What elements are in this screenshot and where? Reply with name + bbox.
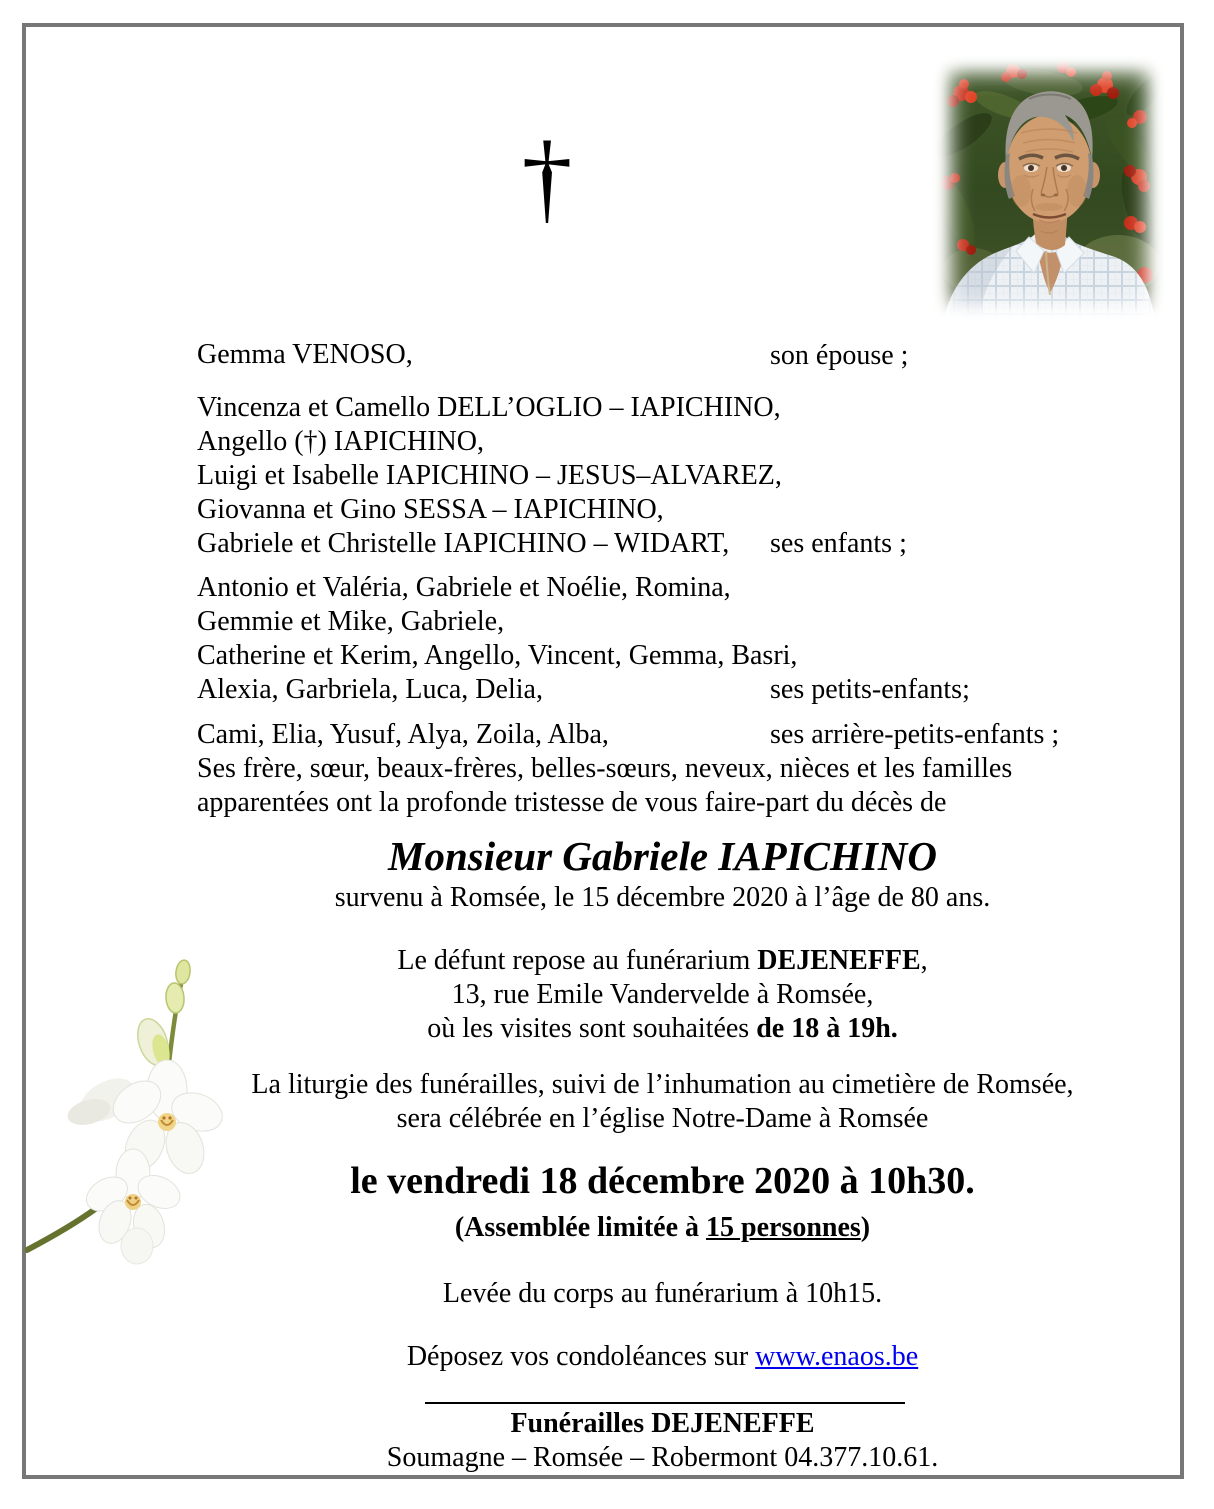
spouse-paragraph — [197, 338, 1109, 372]
liturgy-section — [190, 1068, 1135, 1136]
children-line — [197, 459, 1109, 493]
funeral-home-footer-name: Funérailles DEJENEFFE — [510, 1408, 815, 1439]
children-line-text: Gabriele et Christelle IAPICHINO – WIDART, — [197, 528, 730, 559]
orchid-flower-bottom — [80, 1149, 185, 1264]
spouse-label: son épouse ; — [770, 340, 909, 371]
closing-line-text: apparentées ont la profonde tristesse de vous faire-part du décès de — [197, 787, 947, 818]
funeral-home-footer-locations: Soumagne – Romsée – Robermont 04.377.10.61. — [386, 1442, 939, 1473]
children-line — [197, 493, 1109, 527]
repose-line1-suffix: , — [920, 945, 928, 976]
death-info-line: survenu à Romsée, le 15 décembre 2020 à l’âge de 80 ans. — [334, 882, 991, 913]
children-line-text: Luigi et Isabelle IAPICHINO – JESUS–ALVAREZ, — [197, 460, 782, 491]
great-grandchildren-names: Cami, Elia, Yusuf, Alya, Zoila, Alba, — [197, 719, 609, 750]
children-paragraph — [197, 391, 1109, 561]
children-line — [197, 425, 1109, 459]
closing-line — [197, 786, 1109, 820]
grandchildren-line — [197, 639, 1109, 673]
spouse-line — [197, 339, 909, 371]
children-line-text: Angello (†) IAPICHINO, — [197, 426, 484, 457]
liturgy-line2: sera célébrée en l’église Notre-Dame à Romsée — [396, 1103, 929, 1134]
orchid-art — [25, 950, 240, 1270]
repose-section — [190, 944, 1135, 1046]
family-names-section — [197, 338, 1109, 820]
funeral-home-name: DEJENEFFE — [757, 945, 921, 976]
assembly-prefix: (Assemblée limitée à — [454, 1212, 706, 1243]
liturgy-line1: La liturgie des funérailles, suivi de l’inhumation au cimetière de Romsée, — [251, 1069, 1074, 1100]
condolences-prefix: Déposez vos condoléances sur — [406, 1341, 756, 1372]
closing-paragraph — [197, 718, 1109, 820]
children-label: ses enfants ; — [770, 528, 907, 559]
portrait-photo — [933, 55, 1165, 323]
ceremony-date: le vendredi 18 décembre 2020 à 10h30. — [350, 1160, 975, 1202]
children-line — [197, 391, 1109, 425]
portrait-photo-art — [933, 55, 1165, 323]
visits-prefix: où les visites sont souhaitées — [427, 1013, 757, 1044]
grandchildren-label: ses petits-enfants; — [770, 674, 970, 705]
children-line-text: Vincenza et Camello DELL’OGLIO – IAPICHINO, — [197, 392, 781, 423]
condolences-line — [190, 1340, 1135, 1374]
children-line — [197, 527, 1109, 561]
repose-line1 — [190, 944, 1135, 978]
separator-line — [425, 1402, 905, 1404]
condolences-website-link[interactable]: www.enaos.be — [755, 1341, 919, 1372]
assembly-person-limit: 15 personnes — [706, 1212, 861, 1243]
great-grandchildren-line — [197, 718, 1109, 752]
grandchildren-line-text: Alexia, Garbriela, Luca, Delia, — [197, 674, 543, 705]
repose-address: 13, rue Emile Vandervelde à Romsée, — [451, 979, 874, 1010]
body-removal-line: Levée du corps au funérarium à 10h15. — [442, 1278, 883, 1309]
deceased-name-title: Monsieur Gabriele IAPICHINO — [387, 833, 937, 879]
grandchildren-line — [197, 673, 1109, 707]
grandchildren-line-text: Gemmie et Mike, Gabriele, — [197, 606, 505, 637]
orchid-image — [25, 950, 240, 1270]
grandchildren-line-text: Catherine et Kerim, Angello, Vincent, Gemma, Basri, — [197, 640, 798, 671]
repose-line1-prefix: Le défunt repose au funérarium — [397, 945, 758, 976]
repose-visits-line — [190, 1012, 1135, 1046]
closing-line — [197, 752, 1109, 786]
spouse-names: Gemma VENOSO, — [197, 339, 413, 370]
cross-icon: † — [521, 121, 573, 234]
grandchildren-line — [197, 571, 1109, 605]
children-line-text: Giovanna et Gino SESSA – IAPICHINO, — [197, 494, 664, 525]
great-grandchildren-label: ses arrière-petits-enfants ; — [770, 719, 1060, 750]
grandchildren-line-text: Antonio et Valéria, Gabriele et Noélie, Romina, — [197, 572, 731, 603]
grandchildren-paragraph — [197, 571, 1109, 707]
visits-hours: de 18 à 19h. — [756, 1013, 898, 1044]
grandchildren-line — [197, 605, 1109, 639]
assembly-suffix: ) — [860, 1212, 871, 1243]
assembly-limit-line — [190, 1211, 1135, 1245]
closing-line-text: Ses frère, sœur, beaux-frères, belles-sœurs, neveux, nièces et les familles — [197, 753, 1013, 784]
